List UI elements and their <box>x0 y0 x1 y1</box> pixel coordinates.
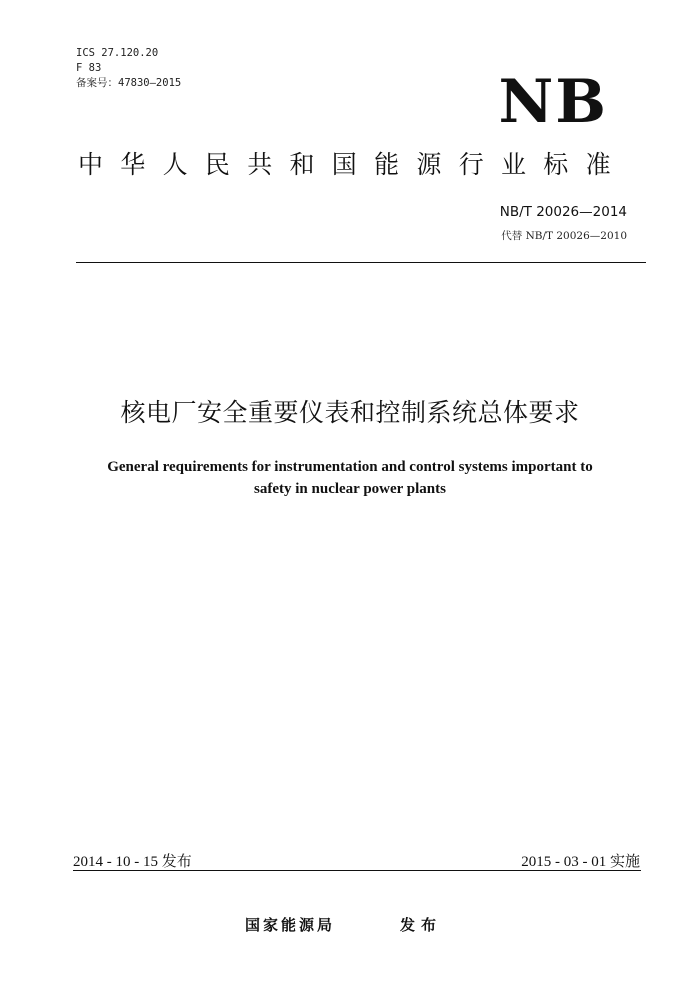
title-english-line1: General requirements for instrumentation and control systems important to <box>107 459 593 475</box>
footer-divider <box>73 870 641 871</box>
header-divider <box>76 262 646 263</box>
standard-name: 中华人民共和国能源行业标准 <box>78 150 628 179</box>
record-number: 备案号：47830—2015 <box>76 77 182 89</box>
title-chinese: 核电厂安全重要仪表和控制系统总体要求 <box>120 398 580 427</box>
implementation-date: 2015 - 03 - 01 实施 <box>521 854 640 870</box>
document-metadata <box>76 46 181 91</box>
issue-label: 发布 <box>400 916 443 934</box>
category-code: F 83 <box>76 62 102 74</box>
standard-code: NB/T 20026—2014 <box>499 204 627 220</box>
nb-logo: NB <box>498 67 608 137</box>
ics-code: ICS 27.120.20 <box>76 47 159 59</box>
title-english <box>50 456 650 500</box>
issuing-authority: 国家能源局 <box>245 916 336 934</box>
title-english-line2: safety in nuclear power plants <box>254 481 446 497</box>
issue-date: 2014 - 10 - 15 发布 <box>73 854 192 870</box>
replaces-code: 代替 NB/T 20026—2010 <box>501 230 627 242</box>
